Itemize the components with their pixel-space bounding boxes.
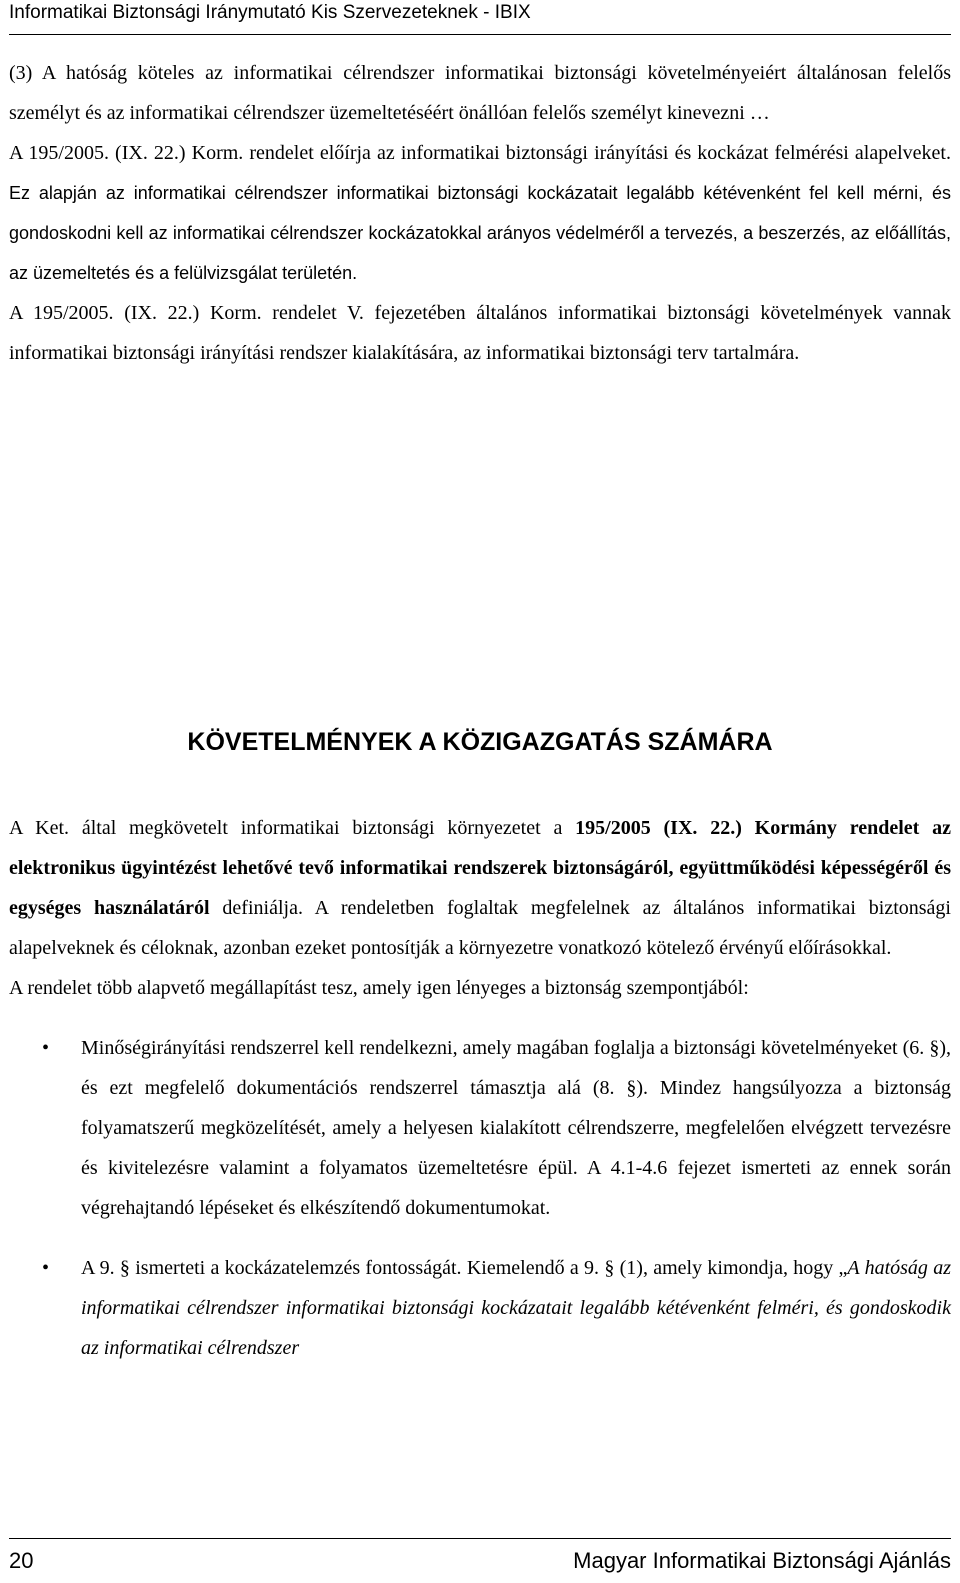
quoted-regulation: A hatóság az informatikai célrendszer informatikai biztonsági kockázatait legalább kétévenként felméri, és gondoskodik az informatikai célrendszer: [81, 1257, 951, 1359]
list-item-text: [81, 1257, 951, 1359]
page-number: 20: [9, 1548, 34, 1573]
regulation-title: 195/2005 (IX. 22.) Kormány rendelet az elektronikus ügyintézést lehetővé tevő informatikai rendszerek biztonságáról, együttműködési képességéről és egységes használatáról: [9, 817, 951, 919]
paragraph-chapter-v: A 195/2005. (IX. 22.) Korm. rendelet V. fejezetében általános informatikai biztonsági követelmények vannak informatikai biztonsági irányítási rendszer kialakítására, az informatikai biztonsági terv tartalmára.: [9, 302, 951, 364]
header-title: Informatikai Biztonsági Iránymutató Kis Szervezeteknek - IBIX: [9, 2, 531, 23]
list-item-lead: A 9. § ismerteti a kockázatelemzés fontosságát. Kiemelendő a 9. § (1), amely kimondja, hogy „: [81, 1257, 848, 1279]
ket-intro: A Ket. által megkövetelt informatikai biztonsági környezetet a: [9, 817, 576, 839]
paragraph-risk-assessment-detail: Ez alapján az informatikai célrendszer informatikai biztonsági kockázatait legalább kétévenként fel kell mérni, és gondoskodni kell az informatikai célrendszer kockázatokkal arányos védelméről a tervezés, a beszerzés, az előállítás, az üzemeltetés és a felülvizsgálat területén.: [9, 183, 951, 283]
page-header: [9, 2, 951, 35]
header-rule: [9, 34, 951, 35]
paragraph-appointment: (3) A hatóság köteles az informatikai célrendszer informatikai biztonsági követelményeiért általánosan felelős személyt és az informatikai célrendszer üzemeltetéséért önállóan felelős személyt kinevezni …: [9, 62, 951, 124]
intro-text: [9, 53, 951, 373]
paragraph-ket-requirements: [9, 808, 951, 968]
section-heading: KÖVETELMÉNYEK A KÖZIGAZGATÁS SZÁMÁRA: [187, 728, 773, 756]
list-item: [9, 1248, 951, 1368]
page-footer: [9, 1538, 951, 1583]
footer-title: Magyar Informatikai Biztonsági Ajánlás: [573, 1548, 951, 1573]
bullet-icon: •: [42, 1037, 50, 1059]
paragraph-risk-assessment: [9, 133, 951, 293]
list-item: [9, 1028, 951, 1228]
findings-list: [9, 1028, 951, 1368]
paragraph-risk-assessment-intro: A 195/2005. (IX. 22.) Korm. rendelet előírja az informatikai biztonsági irányítási és kockázat felmérési alapelveket.: [9, 142, 951, 164]
paragraph-findings: A rendelet több alapvető megállapítást tesz, amely igen lényeges a biztonság szempontjából:: [9, 977, 749, 999]
bullet-icon: •: [42, 1257, 50, 1279]
section-text: [9, 808, 951, 1368]
footer-rule: [9, 1538, 951, 1539]
ket-definition: definiálja. A rendeletben foglaltak megfelelnek az általános informatikai biztonsági alapelveknek és céloknak, azonban ezeket pontosítják a környezetre vonatkozó kötelező érvényű előírásokkal.: [9, 897, 951, 959]
list-item-text: Minőségirányítási rendszerrel kell rendelkezni, amely magában foglalja a biztonsági követelményeket (6. §), és ezt megfelelő dokumentációs rendszerrel támasztja alá (8. §). Mindez hangsúlyozza a biztonság folyamatszerű megközelítését, amely a helyesen kialakított célrendszerre, megfelelően elvégzett tervezésre és kivitelezésre valamint a folyamatos üzemeltetésre épül. A 4.1-4.6 fejezet ismerteti az ennek során végrehajtandó lépéseket és elkészítendő dokumentumokat.: [81, 1037, 951, 1219]
